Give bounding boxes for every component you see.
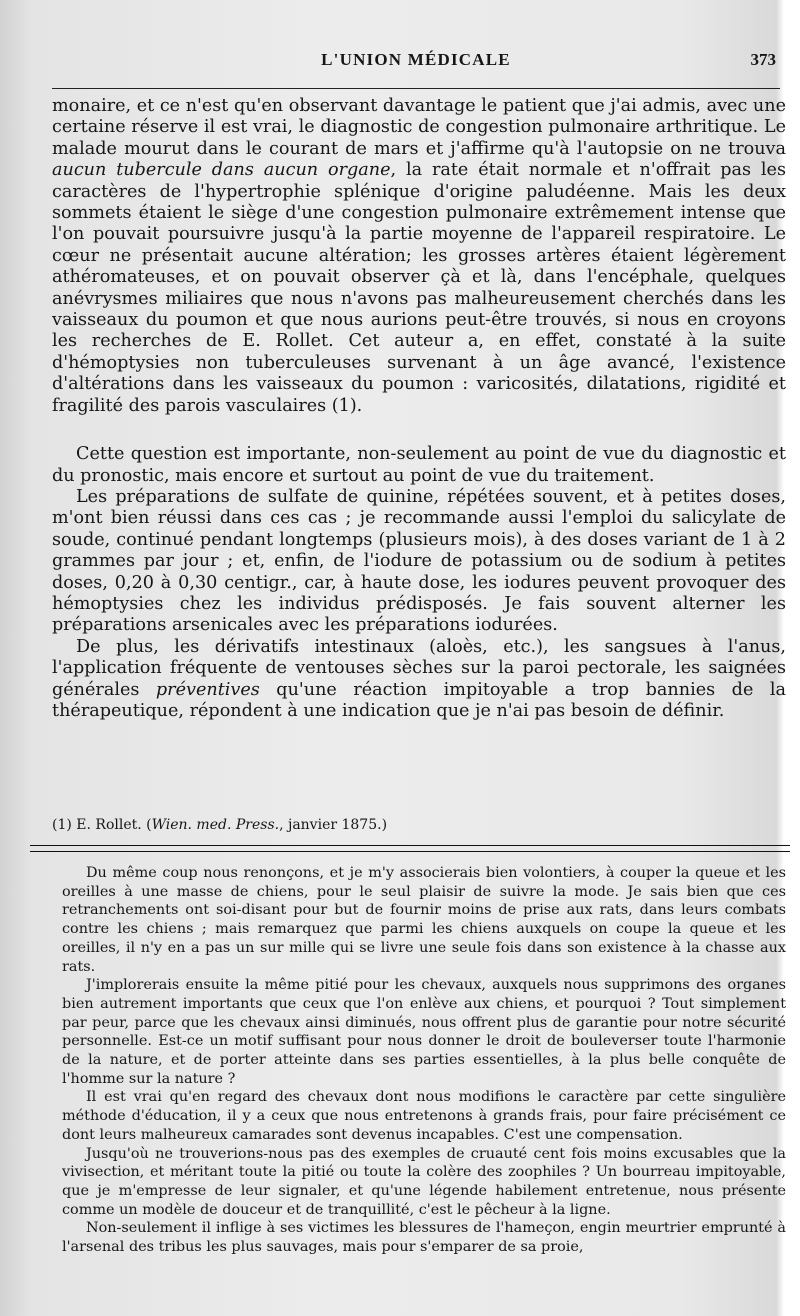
paragraph-4-emphasis: préventives	[155, 679, 260, 700]
main-text	[52, 96, 786, 722]
header-rule	[52, 88, 780, 89]
feuilleton-separator-bottom	[30, 851, 790, 852]
paragraph-4-text-a: De plus, les dérivatifs intestinaux (aloès, etc.), les sangsues à l'anus, l'application fréquente de ventouses sèches sur la paroi pectorale, les saignées générales	[52, 636, 786, 700]
paragraph-1-text-b: , la rate était normale et n'offrait pas les caractères de l'hypertrophie splénique d'origine paludéenne. Mais les deux sommets étaient le siège d'une congestion pulmonaire extrêmement intense que l'on pouvait poursuivre jusqu'à la partie moyenne de l'appareil respiratoire. Le cœur ne présentait aucune altération; les grosses artères étaient légèrement athéromateuses, et on pouvait observer çà et là, dans l'encéphale, quelques anévrysmes miliaires que nous n'avons pas malheureusement cherchés dans les vaisseaux du poumon et que nous aurions peut-être trouvés, si nous en croyons les recherches de E. Rollet. Cet auteur a, en effet, constaté à la suite d'hémoptysies non tuberculeuses survenant à un âge avancé, l'existence d'altérations dans les vaisseaux du poumon : varicosités, dilatations, rigidité et fragilité des parois vasculaires (1).	[52, 160, 786, 416]
footnote-text-b: , janvier 1875.)	[279, 817, 388, 833]
feuilleton-text	[62, 864, 786, 1257]
feuilleton-paragraph-3: Il est vrai qu'en regard des chevaux dont nous modifions le caractère par cette singulière méthode d'éducation, il y a ceux que nous entretenons à grands frais, pour faire précisément ce dont leurs malheureux camarades sont devenus incapables. C'est une compensation.	[62, 1089, 786, 1143]
feuilleton-paragraph-4: Jusqu'où ne trouverions-nous pas des exemples de cruauté cent fois moins excusables que la vivisection, et méritant toute la pitié ou toute la colère des zoophiles ? Un bourreau impitoyable, que je m'empresse de leur signaler, et qu'une légende habilement entretenue, nous présente comme un modèle de douceur et de tranquillité, c'est le pêcheur à la ligne.	[62, 1145, 786, 1218]
feuilleton-paragraph-5: Non-seulement il inflige à ses victimes les blessures de l'hameçon, engin meurtrier emprunté à l'arsenal des tribus les plus sauvages, mais pour s'emparer de sa proie,	[62, 1220, 786, 1256]
feuilleton-separator-top	[30, 845, 790, 846]
running-title: L'UNION MÉDICALE	[321, 50, 511, 69]
paragraph-4	[52, 637, 786, 723]
footnote-text-a: (1) E. Rollet. (	[52, 817, 152, 833]
paragraph-1	[52, 96, 786, 417]
paragraph-1-text-a: monaire, et ce n'est qu'en observant davantage le patient que j'ai admis, avec une certaine réserve il est vrai, le diagnostic de congestion pulmonaire arthritique. Le malade mourut dans le courant de mars et j'affirme qu'à l'autopsie on ne trouva	[52, 96, 786, 159]
paragraph-1-emphasis: aucun tubercule dans aucun organe	[52, 160, 391, 181]
page-header	[52, 50, 780, 80]
feuilleton-paragraph-1: Du même coup nous renonçons, et je m'y associerais bien volontiers, à couper la queue et les oreilles à une masse de chiens, pour le seul plaisir de suivre la mode. Je sais bien que ces retranchements ont soi-disant pour but de fournir moins de prise aux rats, dans leurs combats contre les chiens ; mais remarquez que parmi les chiens auxquels on coupe la queue et les oreilles, il n'y en a pas un sur mille qui se livre une seule fois dans son existence à la chasse aux rats.	[62, 865, 786, 975]
paragraph-4-text-b: qu'une réaction impitoyable a trop bannies de la thérapeutique, répondent à une indication que je n'ai pas besoin de définir.	[52, 679, 786, 721]
paragraph-2: Cette question est importante, non-seulement au point de vue du diagnostic et du pronostic, mais encore et surtout au point de vue du traitement.	[52, 444, 786, 486]
footnote-journal: Wien. med. Press.	[151, 817, 280, 833]
paragraph-3: Les préparations de sulfate de quinine, répétées souvent, et à petites doses, m'ont bien réussi dans ces cas ; je recommande aussi l'emploi du salicylate de soude, continué pendant longtemps (plusieurs mois), à des doses variant de 1 à 2 grammes par jour ; et, enfin, de l'iodure de potassium ou de sodium à petites doses, 0,20 à 0,30 centigr., car, à haute dose, les iodures peuvent provoquer des hémoptysies chez les individus prédisposés. Je fais souvent alterner les préparations arsenicales avec les préparations iodurées.	[52, 486, 786, 636]
page-number: 373	[750, 50, 776, 69]
feuilleton-paragraph-2: J'implorerais ensuite la même pitié pour les chevaux, auxquels nous supprimons des organes bien autrement importants que ceux que l'on enlève aux chiens, et pourquoi ? Tout simplement par peur, parce que les chevaux ainsi diminués, nous offrent plus de garantie pour notre sécurité personnelle. Est-ce un motif suffisant pour nous donner le droit de bouleverser toute l'harmonie de la nature, et de porter atteinte dans ses parties essentielles, à la plus belle conquête de l'homme sur la nature ?	[62, 977, 786, 1087]
footnote	[52, 816, 780, 834]
